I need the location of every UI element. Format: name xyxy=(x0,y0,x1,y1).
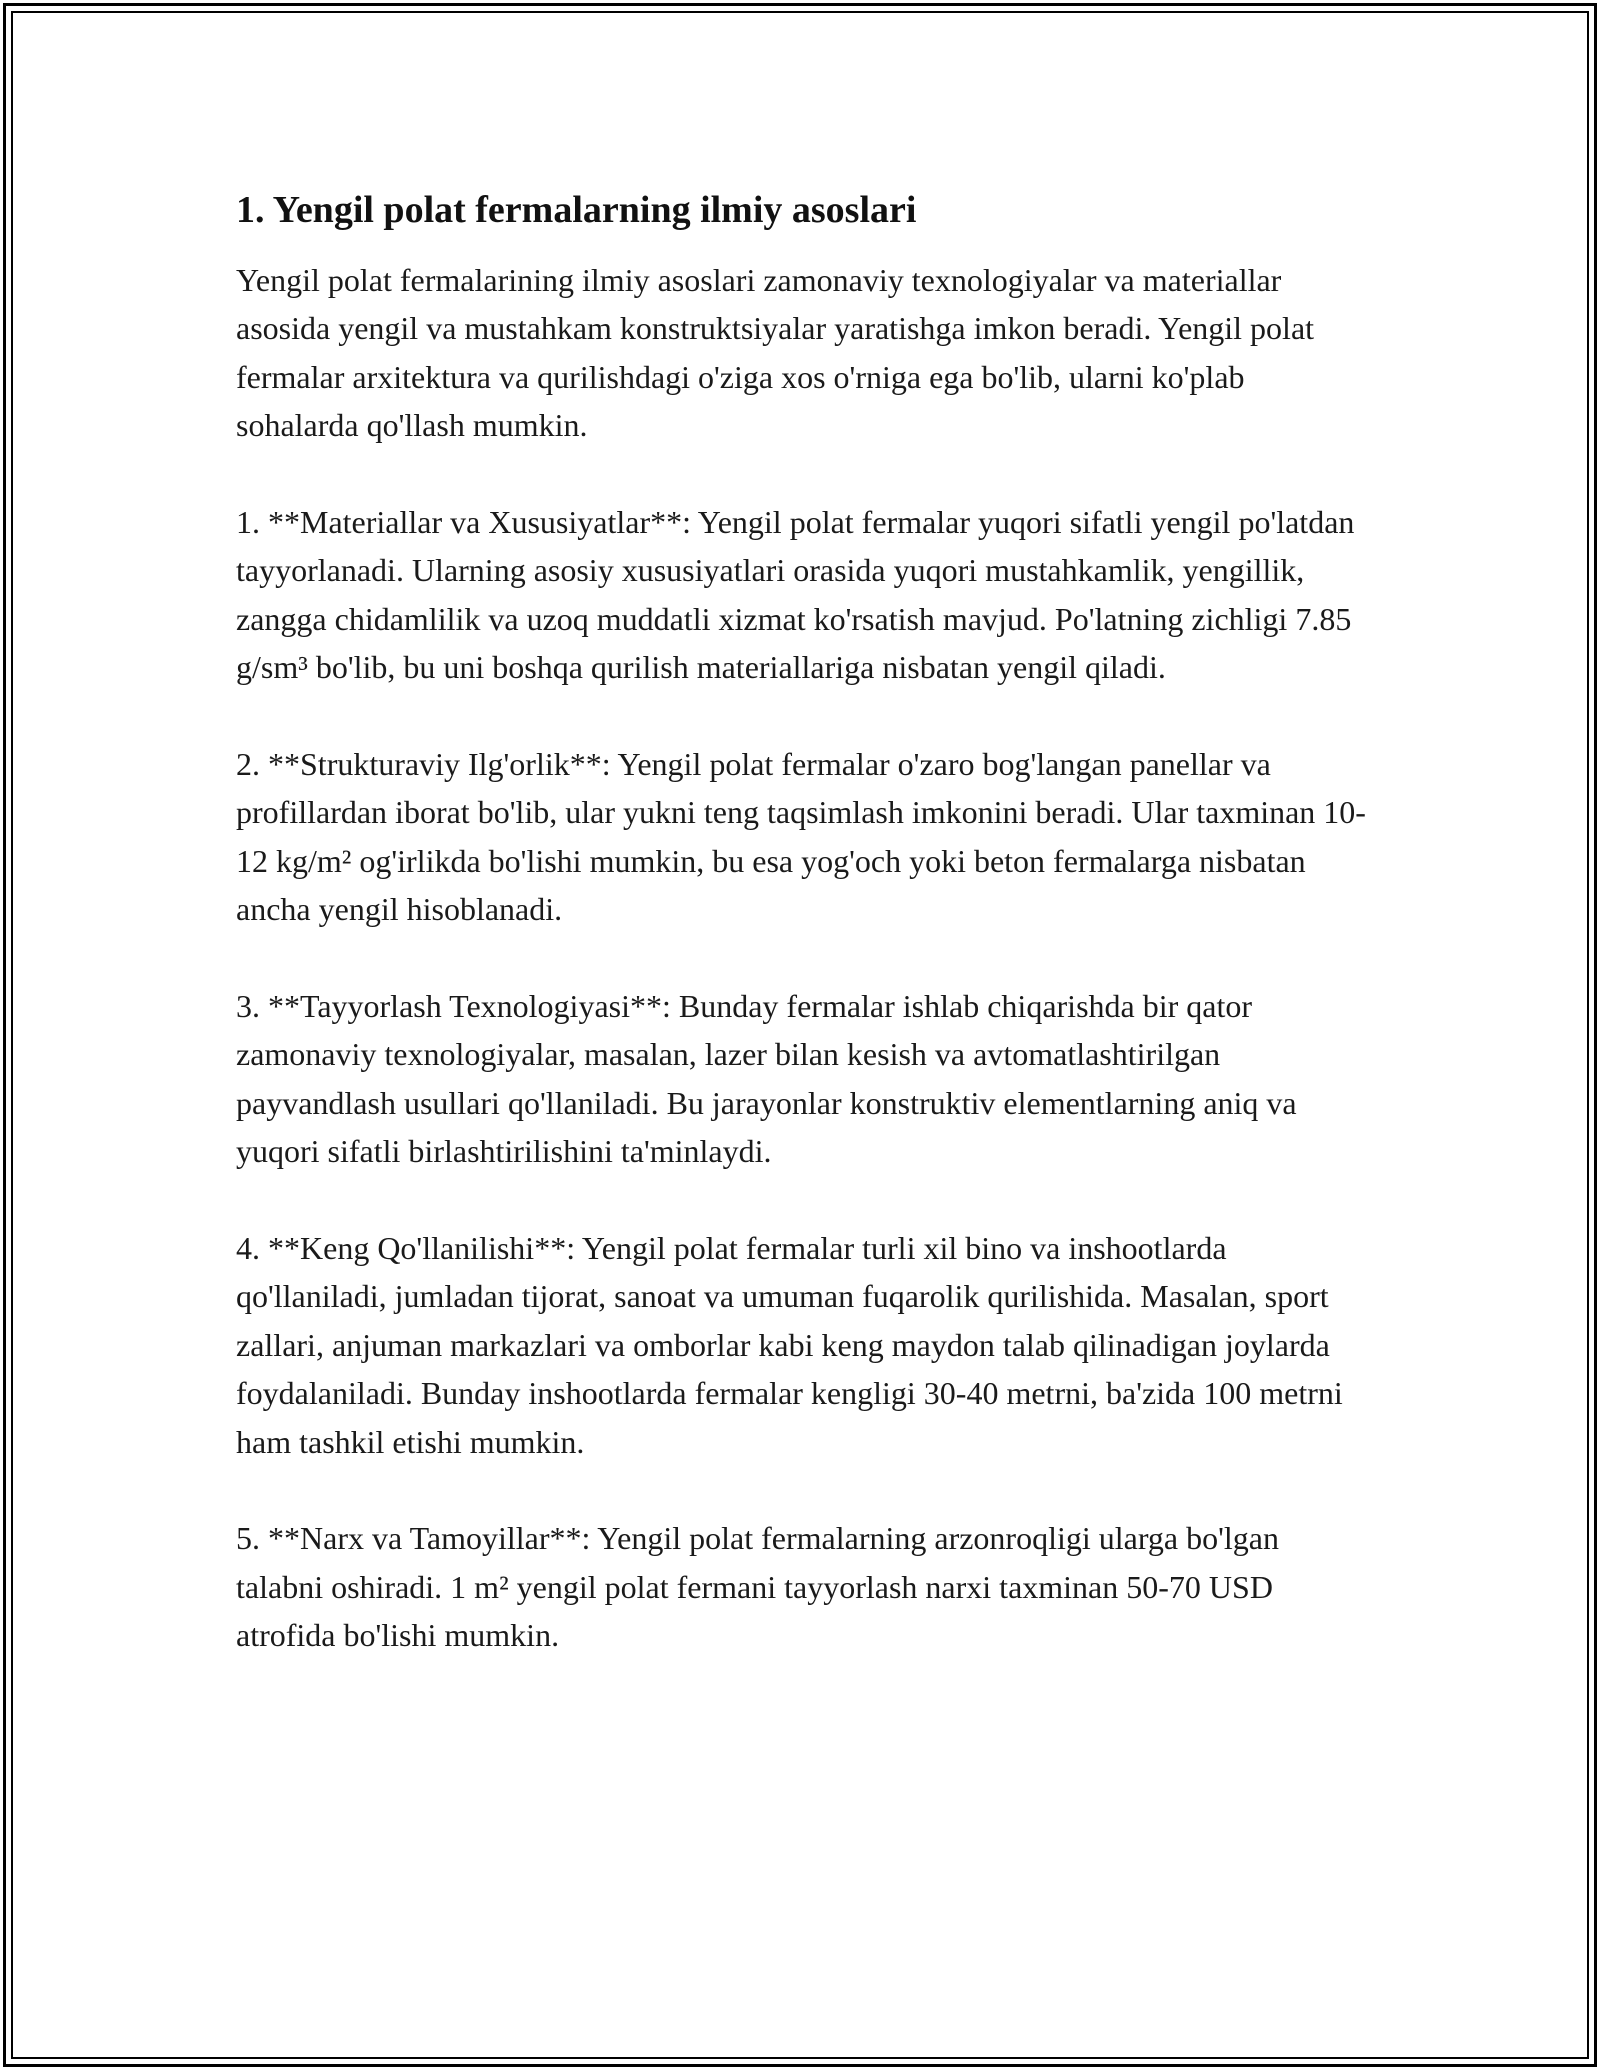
intro-paragraph: Yengil polat fermalarining ilmiy asoslari zamonaviy texnologiyalar va materiallar asosida yengil va mustahkam konstruktsiyalar yaratishga imkon beradi. Yengil polat fermalar arxitektura va qurilishdagi o'ziga xos o'rniga ega bo'lib, ularni ko'plab sohalarda qo'llash mumkin. xyxy=(236,262,1315,444)
paragraph-pricing: 5. **Narx va Tamoyillar**: Yengil polat fermalarning arzonroqligi ularga bo'lgan talabni oshiradi. 1 m² yengil polat fermani tayyorlash narxi taxminan 50-70 USD atrofida bo'lishi mumkin. xyxy=(236,1520,1279,1654)
document-body xyxy=(236,186,1366,1660)
section-heading: 1. Yengil polat fermalarning ilmiy asoslari xyxy=(236,189,917,231)
paragraph-applications: 4. **Keng Qo'llanilishi**: Yengil polat fermalar turli xil bino va inshootlarda qo'llaniladi, jumladan tijorat, sanoat va umuman fuqarolik qurilishida. Masalan, sport zallari, anjuman markazlari va omborlar kabi keng maydon talab qilinadigan joylarda foydalaniladi. Bunday inshootlarda fermalar kengligi 30-40 metrni, ba'zida 100 metrni ham tashkil etishi mumkin. xyxy=(236,1230,1343,1460)
paragraph-technology: 3. **Tayyorlash Texnologiyasi**: Bunday fermalar ishlab chiqarishda bir qator zamonaviy texnologiyalar, masalan, lazer bilan kesish va avtomatlashtirilgan payvandlash usullari qo'llaniladi. Bu jarayonlar konstruktiv elementlarning aniq va yuqori sifatli birlashtirilishini ta'minlaydi. xyxy=(236,988,1297,1170)
paragraph-materials: 1. **Materiallar va Xususiyatlar**: Yengil polat fermalar yuqori sifatli yengil po'latdan tayyorlanadi. Ularning asosiy xususiyatlari orasida yuqori mustahkamlik, yengillik, zangga chidamlilik va uzoq muddatli xizmat ko'rsatish mavjud. Po'latning zichligi 7.85 g/sm³ bo'lib, bu uni boshqa qurilish materiallariga nisbatan yengil qiladi. xyxy=(236,504,1355,686)
paragraph-structure: 2. **Strukturaviy Ilg'orlik**: Yengil polat fermalar o'zaro bog'langan panellar va profillardan iborat bo'lib, ular yukni teng taqsimlash imkonini beradi. Ular taxminan 10-12 kg/m² og'irlikda bo'lishi mumkin, bu esa yog'och yoki beton fermalarga nisbatan ancha yengil hisoblanadi. xyxy=(236,746,1366,928)
